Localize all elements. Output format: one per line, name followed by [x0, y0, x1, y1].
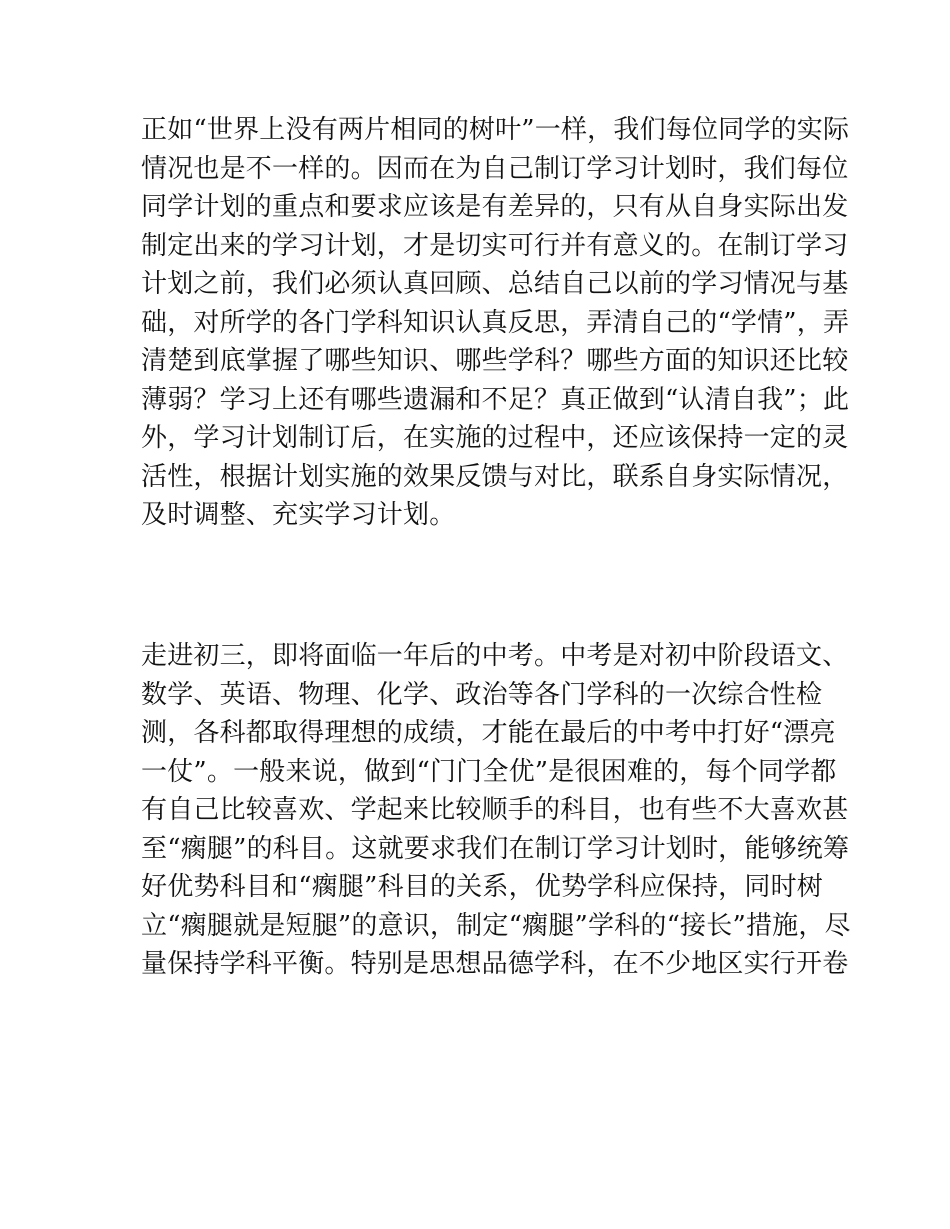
paragraph-line: 同学计划的重点和要求应该是有差异的，只有从自身实际出发 [141, 192, 849, 222]
paragraph-line: 至“瘸腿”的科目。这就要求我们在制订学习计划时，能够统筹 [141, 833, 850, 864]
paragraph-line: 一仗”。一般来说，做到“门门全优”是很困难的，每个同学都 [141, 756, 837, 787]
paragraph-line: 清楚到底掌握了哪些知识、哪些学科？哪些方面的知识还比较 [141, 346, 849, 376]
paragraph-1 [141, 111, 850, 535]
paragraph-line: 数学、英语、物理、化学、政治等各门学科的一次综合性检 [141, 679, 823, 710]
paragraph-line: 测，各科都取得理想的成绩，才能在最后的中考中打好“漂亮 [141, 718, 836, 748]
paragraph-line: 有自己比较喜欢、学起来比较顺手的科目，也有些不大喜欢甚 [141, 795, 849, 825]
paragraph-line: 立“瘸腿就是短腿”的意识，制定“瘸腿”学科的“接长”措施，尽 [141, 910, 851, 941]
paragraph-line: 走进初三，即将面临一年后的中考。中考是对初中阶段语文、 [141, 641, 849, 671]
paragraph-line: 好优势科目和“瘸腿”科目的关系，优势学科应保持，同时树 [141, 872, 823, 902]
paragraph-line: 外，学习计划制订后，在实施的过程中，还应该保持一定的灵 [141, 423, 849, 453]
paragraph-line: 础，对所学的各门学科知识认真反思，弄清自己的“学情”，弄 [141, 307, 850, 338]
paragraph-2 [141, 637, 851, 984]
paragraph-line: 计划之前，我们必须认真回顾、总结自己以前的学习情况与基 [141, 269, 849, 299]
paragraph-line: 量保持学科平衡。特别是思想品德学科，在不少地区实行开卷 [141, 949, 849, 979]
paragraph-line: 活性，根据计划实施的效果反馈与对比，联系自身实际情况， [141, 461, 849, 492]
paragraph-line: 情况也是不一样的。因而在为自己制订学习计划时，我们每位 [141, 153, 849, 184]
paragraph-line: 薄弱？学习上还有哪些遗漏和不足？真正做到“认清自我”；此 [141, 384, 850, 415]
paragraph-line: 及时调整、充实学习计划。 [141, 500, 456, 530]
paragraph-line: 制定出来的学习计划，才是切实可行并有意义的。在制订学习 [141, 230, 849, 261]
paragraph-line: 正如“世界上没有两片相同的树叶”一样，我们每位同学的实际 [141, 115, 850, 145]
